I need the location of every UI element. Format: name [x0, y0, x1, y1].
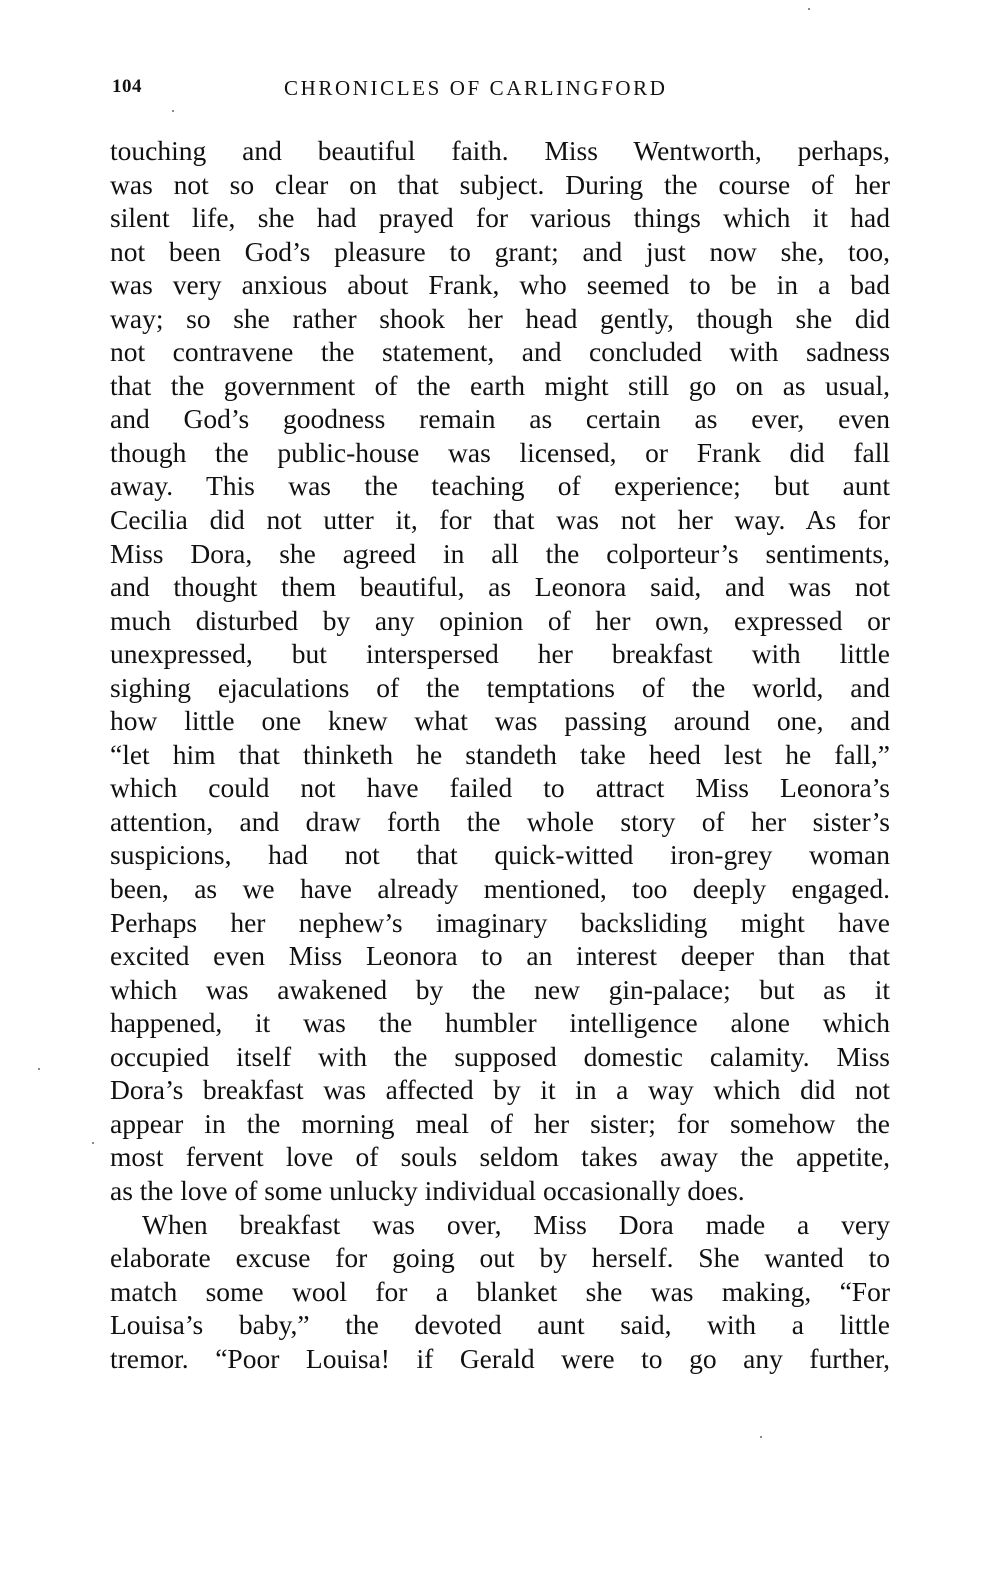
text-line: suspicions, had not that quick-witted iron-grey woman — [110, 839, 890, 871]
text-line: Dora’s breakfast was affected by it in a way which did not — [110, 1074, 890, 1106]
text-line: how little one knew what was passing around one, and — [110, 705, 890, 737]
text-line: touching and beautiful faith. Miss Wentworth, perhaps, — [110, 135, 890, 166]
text-line: not been God’s pleasure to grant; and just now she, too, — [110, 235, 890, 267]
text-line: Perhaps her nephew’s imaginary backsliding might have — [110, 906, 890, 938]
text-line: though the public-house was licensed, or Frank did fall — [110, 436, 890, 468]
text-line: that the government of the earth might still go on as usual, — [110, 369, 890, 401]
text-line: which was awakened by the new gin-palace; but as it — [110, 973, 890, 1005]
text-line: occupied itself with the supposed domestic calamity. Miss — [110, 1040, 890, 1072]
text-line: “let him that thinketh he standeth take heed lest he fall,” — [110, 738, 890, 770]
text-line: way; so she rather shook her head gently, though she did — [110, 302, 890, 334]
text-line: unexpressed, but interspersed her breakfast with little — [110, 638, 890, 670]
text-line: much disturbed by any opinion of her own, expressed or — [110, 604, 890, 636]
body-text — [110, 134, 890, 1375]
page-number: 104 — [112, 76, 142, 97]
text-line: most fervent love of souls seldom takes away the appetite, — [110, 1141, 890, 1173]
text-line: Louisa’s baby,” the devoted aunt said, with a little — [110, 1309, 890, 1341]
print-speck — [172, 110, 174, 112]
text-line: and thought them beautiful, as Leonora said, and was not — [110, 571, 890, 603]
text-line: sighing ejaculations of the temptations of the world, and — [110, 671, 890, 703]
text-line: not contravene the statement, and concluded with sadness — [110, 336, 890, 368]
text-line: as the love of some unlucky individual occasionally does. — [110, 1174, 745, 1206]
print-speck — [92, 1142, 94, 1144]
print-speck — [808, 8, 810, 10]
running-title: CHRONICLES OF CARLINGFORD — [284, 76, 668, 100]
text-line: been, as we have already mentioned, too deeply engaged. — [110, 873, 890, 905]
text-line: and God’s goodness remain as certain as ever, even — [110, 403, 890, 435]
text-line: excited even Miss Leonora to an interest deeper than that — [110, 940, 890, 972]
text-line: match some wool for a blanket she was making, “For — [110, 1275, 890, 1307]
print-speck — [760, 1436, 762, 1438]
running-header — [112, 76, 890, 106]
text-line: Cecilia did not utter it, for that was not her way. As for — [110, 504, 890, 536]
text-line: attention, and draw forth the whole story of her sister’s — [110, 805, 890, 837]
text-line: Miss Dora, she agreed in all the colporteur’s sentiments, — [110, 537, 890, 569]
text-line: away. This was the teaching of experience; but aunt — [110, 470, 890, 502]
text-line: appear in the morning meal of her sister; for somehow the — [110, 1107, 890, 1139]
text-line: which could not have failed to attract Miss Leonora’s — [110, 772, 890, 804]
text-line: was very anxious about Frank, who seemed to be in a bad — [110, 269, 890, 301]
text-line: was not so clear on that subject. During the course of her — [110, 168, 890, 200]
text-line: happened, it was the humbler intelligence alone which — [110, 1007, 890, 1039]
text-line: tremor. “Poor Louisa! if Gerald were to go any further, — [110, 1342, 890, 1374]
text-line: silent life, she had prayed for various things which it had — [110, 202, 890, 234]
text-line: When breakfast was over, Miss Dora made a very — [142, 1208, 890, 1240]
text-line: elaborate excuse for going out by herself. She wanted to — [110, 1242, 890, 1274]
print-speck — [38, 1068, 40, 1070]
